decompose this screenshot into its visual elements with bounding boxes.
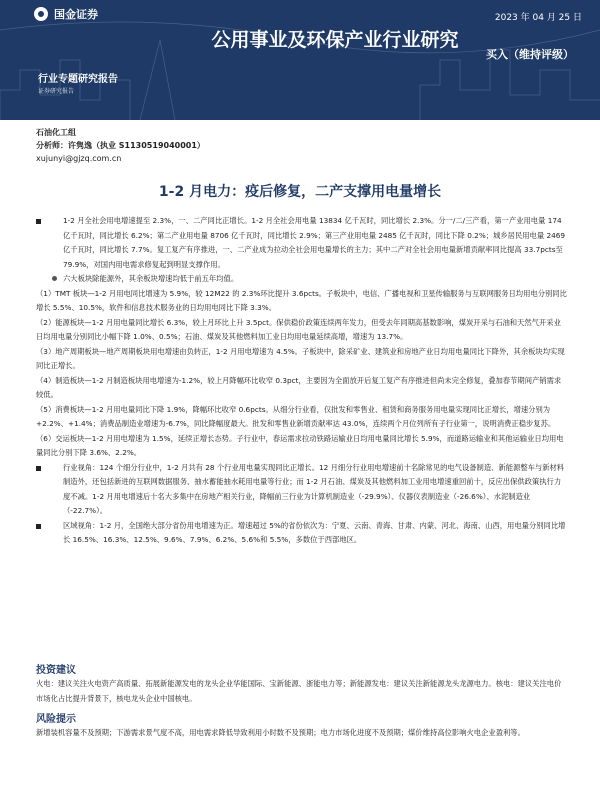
- paragraph-transport: （6）交运板块—1-2 月用电增速为 1.5%，延续正增长态势。子行业中，春运需求拉动铁路运输业日均用电量同比增长 5.9%，而道路运输业和其他运输业日均用电量同比分别下降 3.6%、2.2%。: [36, 433, 564, 457]
- paragraph-sectors: [36, 272, 568, 287]
- paragraph-region: [36, 519, 568, 548]
- analyst-email: xujunyi@gjzq.com.cn: [36, 154, 122, 163]
- paragraph-summary: [36, 214, 568, 272]
- bullet-icon: [36, 219, 41, 224]
- paragraph-tmt: （1）TMT 板块—1-2 月用电同比增速为 5.9%，较 12M22 的 2.3%环比提升 3.6pcts。子板块中，电信、广播电视和卫星传输服务与互联网服务日均用电分别同比增长 5.5%、10.5%，软件和信息技术服务业的日均用电同比下降 3.3%。: [36, 288, 567, 312]
- report-title: 公用事业及环保产业行业研究: [211, 29, 459, 51]
- analyst-name: 分析师：许隽逸（执业 S1130519040001）: [36, 141, 205, 150]
- report-date: 2023 年 04 月 25 日: [494, 13, 582, 23]
- report-header: [0, 0, 600, 120]
- report-subtype: 证券研究报告: [38, 88, 75, 95]
- paragraph-text: 1-2 月全社会用电增速提至 2.3%，一、二产同比正增长。1-2 月全社会用电量 13834 亿千瓦时，同比增长 2.3%。分一/二/三产看，第一产业用电量 174 亿千瓦时，同比增长 6.2%；第二产业用电量 8706 亿千瓦时，同比增长 2.9%；第三产业用电量 2485 亿千瓦时，同比下降 0.2%；城乡居民用电量 2469 亿千瓦时，同比增长 7.7%。复工复产有序推进，一、二产业成为拉动全社会用电量增长的主力；其中二产对全社会用电量新增贡献率同比提高 33.7pcts至 79.9%，对国内用电需求修复起到明显支撑作用。: [63, 216, 566, 269]
- risk-heading: 风险提示: [36, 714, 76, 725]
- paragraph-consumption: （5）消费板块—1-2 月用电量同比下降 1.9%，降幅环比收窄 0.6pcts。从细分行业看，仅批发和零售业、租赁和商务服务用电量实现同比正增长，增速分别为+2.2%、+1.4%；消费品制造业增速为-6.7%，同比降幅度最大。批发和零售业新增贡献率达 43.0%，连续两个月位列所有子行业第一，说明消费正稳步复苏。: [36, 404, 556, 428]
- section-title: 1-2 月电力：疫后修复，二产支撑用电量增长: [158, 184, 442, 200]
- paragraph-text: 行业视角：124 个细分行业中，1-2 月共有 28 个行业用电量实现同比正增长。12 月细分行业用电增速前十名除常见的电气设备制造、新能源整车与新材料制造外，还包括新进的互联网数据服务、抽水蓄能抽水耗用电量等行业；而 1-2 月石油、煤炭及其他燃料加工业用电增速重回前十，反应出保供政策执行力度不减。1-2 月用电增速后十名大多集中在房地产相关行业，降幅前三行业为计算机制造业（-29.9%）、仪器仪表制造业（-26.6%）、水泥制造业（-22.7%）。: [63, 462, 565, 515]
- invest-heading: 投资建议: [36, 665, 76, 676]
- paragraph-energy: （2）能源板块—1-2 月用电量同比增长 6.3%，较上月环比上升 3.5pct。保供稳价政策连续两年发力，但受去年同期高基数影响，煤炭开采与石油和天然气开采业日均用电量分别同比小幅下降 1.0%、0.5%；石油、煤炭及其他燃料加工业日均用电量延续高增，增速为 13.7%。: [36, 317, 561, 341]
- paragraph-property: （3）地产周期板块—地产周期板块用电增速由负转正，1-2 月用电增速为 4.5%。子板块中，除采矿业、建筑业和房地产业日均用电量同比下降外，其余板块均实现同比正增长。: [36, 346, 565, 370]
- brand-logo: [34, 6, 98, 22]
- logo-mark-icon: [34, 7, 48, 21]
- invest-text: 火电：建议关注火电资产高质量、拓展新能源发电的龙头企业华能国际、宝新能源、浙能电力等；新能源发电：建议关注新能源龙头龙源电力。核电：建议关注电价市场化占比提升背景下，核电龙头企业中国核电。: [36, 679, 562, 703]
- paragraph-text: 区域视角：1-2 月，全国绝大部分省份用电增速为正。增速超过 5%的省份依次为：宁夏、云南、青海、甘肃、内蒙、河北、海南、山西，用电量分别同比增长 16.5%、16.3%、12.5%、9.6%、7.9%、6.2%、5.6%和 5.5%，多数位于西部地区。: [63, 520, 566, 544]
- paragraph-manufacturing: （4）制造板块—1-2 月制造板块用电增速为-1.2%，较上月降幅环比收窄 0.3pct，主要因为全面放开后复工复产有序推进但尚未完全修复，叠加春节期间产销需求较低。: [36, 375, 562, 399]
- risk-text: 新增装机容量不及预期；下游需求景气度不高，用电需求降低导致利用小时数不及预期；电力市场化进度不及预期；煤价维持高位影响火电企业盈利等。: [36, 728, 525, 737]
- analyst-info: [36, 126, 205, 165]
- rating-badge: 买入（维持评级）: [486, 48, 574, 61]
- bullet-icon: [36, 466, 41, 471]
- sub-bullet-icon: [52, 276, 57, 281]
- bullet-icon: [36, 524, 41, 529]
- logo-text: 国金证券: [54, 8, 98, 21]
- report-body: [36, 214, 568, 548]
- analyst-group: 石油化工组: [36, 128, 76, 137]
- paragraph-industry: [36, 461, 568, 519]
- paragraph-text: 六大板块除能源外，其余板块增速均低于前五年均值。: [63, 274, 239, 283]
- report-type: 行业专题研究报告: [38, 74, 118, 85]
